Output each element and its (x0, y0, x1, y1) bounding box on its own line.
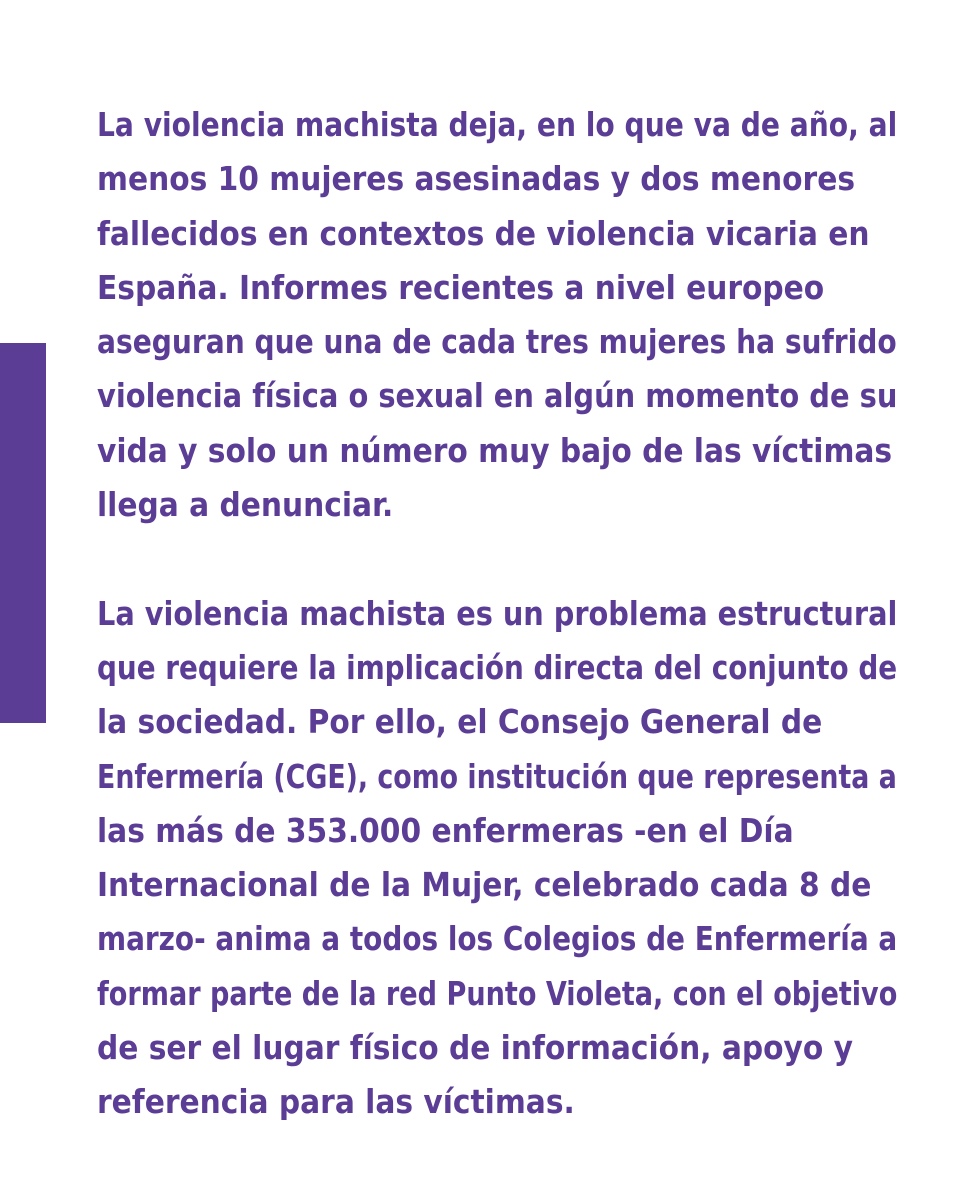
text-line: España. Informes recientes a nivel europeo (97, 267, 825, 307)
text-line: de ser el lugar físico de información, apoyo y (97, 1028, 853, 1068)
text-line: Internacional de la Mujer, celebrado cada 8 de (97, 865, 872, 905)
text-line: la sociedad. Por ello, el Consejo General de (97, 702, 823, 742)
text-line: llega a denunciar. (97, 485, 394, 525)
text-line: fallecidos en contextos de violencia vicaria en (97, 213, 870, 253)
text-line: marzo- anima a todos los Colegios de Enfermería a (97, 919, 898, 959)
text-line: violencia física o sexual en algún momento de su (97, 376, 898, 416)
text-line: referencia para las víctimas. (97, 1082, 575, 1122)
paragraph (97, 98, 897, 532)
text-line: Enfermería (CGE), como institución que representa a (97, 756, 897, 796)
article-body (97, 98, 897, 1130)
left-accent-bar (0, 343, 46, 723)
paragraph (97, 587, 897, 1130)
text-line: que requiere la implicación directa del conjunto de (97, 647, 898, 687)
text-line: menos 10 mujeres asesinadas y dos menores (97, 159, 856, 199)
text-line: La violencia machista deja, en lo que va de año, al (97, 105, 898, 144)
text-line: vida y solo un número muy bajo de las víctimas (97, 430, 893, 470)
text-line: las más de 353.000 enfermeras -en el Día (97, 810, 794, 850)
text-line: aseguran que una de cada tres mujeres ha sufrido (97, 322, 897, 362)
text-line: formar parte de la red Punto Violeta, con el objetivo (97, 973, 898, 1013)
paragraph-spacer (97, 532, 897, 586)
text-line: La violencia machista es un problema estructural (97, 593, 898, 633)
